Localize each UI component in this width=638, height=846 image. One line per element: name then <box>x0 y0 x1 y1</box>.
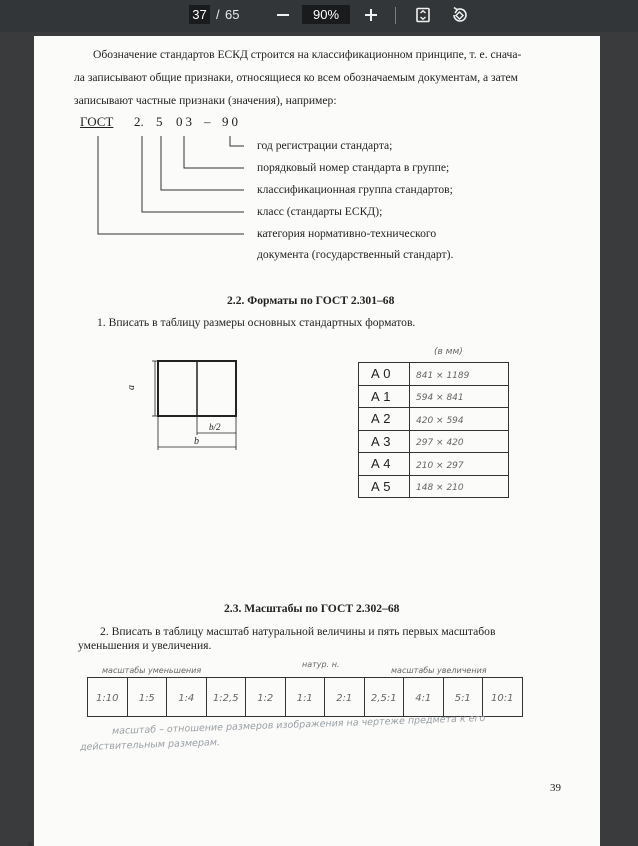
formats-unit-note: (в мм) <box>434 347 463 357</box>
zoom-in-button[interactable] <box>359 3 383 27</box>
legend-year: год регистрации стандарта; <box>257 139 393 152</box>
format-size: 210 × 297 <box>416 460 464 471</box>
toolbar-divider <box>395 7 396 24</box>
scale-cell: 1:2,5 <box>206 678 246 717</box>
label-enlargement: масштабы увеличения <box>391 666 487 675</box>
pdf-page <box>34 36 600 846</box>
format-size: 297 × 420 <box>416 438 464 449</box>
scale-cell: 2,5:1 <box>364 678 404 717</box>
scale-cell: 5:1 <box>443 678 483 717</box>
scales-table <box>87 677 523 717</box>
format-name: А 3 <box>359 430 410 453</box>
code-number: 03 <box>176 114 195 129</box>
handwritten-note-line-1: масштаб – отношение размеров изображения на чертеже предмета к его <box>111 712 486 737</box>
code-gost: ГОСТ <box>80 114 114 129</box>
intro-line-1: Обозначение стандартов ЕСКД строится на классификационном принципе, т. е. снача- <box>93 48 522 61</box>
plus-icon <box>364 8 378 22</box>
intro-line-2: ла записывают общие признаки, относящиеся ко всем обозначаемым документам, а затем <box>74 71 519 84</box>
code-group: 5 <box>156 114 163 129</box>
intro-line-3: записывают частные признаки (значения), например: <box>74 94 337 107</box>
table-row <box>359 475 509 498</box>
task-2-line-2: уменьшения и увеличения. <box>78 639 212 652</box>
legend-group: классификационная группа стандартов; <box>257 183 453 196</box>
code-year: 90 <box>222 114 241 129</box>
total-pages: 65 <box>225 7 240 22</box>
format-name: А 0 <box>359 363 410 386</box>
scale-cell: 1:4 <box>167 678 207 717</box>
page-separator: / <box>216 7 220 22</box>
task-2-line-1: 2. Вписать в таблицу масштаб натуральной величины и пять первых масштабов <box>100 625 496 638</box>
format-size: 148 × 210 <box>416 483 464 494</box>
label-a: a <box>126 385 137 390</box>
code-dash: – <box>204 114 211 129</box>
scale-cell: 1:10 <box>88 678 128 717</box>
label-natural: натур. н. <box>302 660 340 669</box>
task-1: 1. Вписать в таблицу размеры основных стандартных форматов. <box>97 316 416 329</box>
table-row <box>359 385 509 408</box>
code-class: 2. <box>134 114 144 129</box>
scale-cell: 4:1 <box>404 678 444 717</box>
page-number-input[interactable]: 37 <box>189 5 210 24</box>
table-row <box>359 453 509 476</box>
table-row <box>359 408 509 431</box>
legend-category-cont: документа (государственный стандарт). <box>257 248 454 261</box>
pdf-toolbar <box>0 0 638 32</box>
fit-page-icon <box>415 7 431 23</box>
format-name: А 1 <box>359 385 410 408</box>
label-b-half: b/2 <box>209 422 221 432</box>
label-reduction: масштабы уменьшения <box>102 666 202 675</box>
zoom-level[interactable]: 90% <box>302 5 350 24</box>
section-formats-title: 2.2. Форматы по ГОСТ 2.301–68 <box>227 294 395 307</box>
legend-number: порядковый номер стандарта в группе; <box>257 161 450 174</box>
legend-category: категория нормативно-технического <box>257 227 437 240</box>
format-size: 841 × 1189 <box>416 370 470 381</box>
formats-table <box>358 362 509 498</box>
scale-cell: 1:5 <box>127 678 167 717</box>
table-row <box>359 363 509 386</box>
format-name: А 4 <box>359 453 410 476</box>
rotate-icon <box>450 6 468 24</box>
scale-cell: 1:2 <box>246 678 286 717</box>
table-row <box>359 430 509 453</box>
scale-cell-natural: 1:1 <box>285 678 325 717</box>
minus-icon <box>276 8 290 22</box>
scale-cell: 10:1 <box>483 678 523 717</box>
format-drawing <box>34 36 600 466</box>
zoom-out-button[interactable] <box>271 3 295 27</box>
page-number: 39 <box>550 782 561 794</box>
fit-page-button[interactable] <box>411 3 435 27</box>
rotate-button[interactable] <box>447 3 471 27</box>
format-size: 594 × 841 <box>416 393 464 404</box>
handwritten-note-line-2: действительным размерам. <box>79 737 221 753</box>
legend-class: класс (стандарты ЕСКД); <box>257 205 383 218</box>
table-row <box>88 678 523 717</box>
label-b: b <box>194 436 199 447</box>
scale-cell: 2:1 <box>325 678 365 717</box>
format-name: А 5 <box>359 475 410 498</box>
format-size: 420 × 594 <box>416 415 464 426</box>
section-scales-title: 2.3. Масштабы по ГОСТ 2.302–68 <box>224 602 400 615</box>
format-name: А 2 <box>359 408 410 431</box>
corner-mark <box>28 842 32 846</box>
